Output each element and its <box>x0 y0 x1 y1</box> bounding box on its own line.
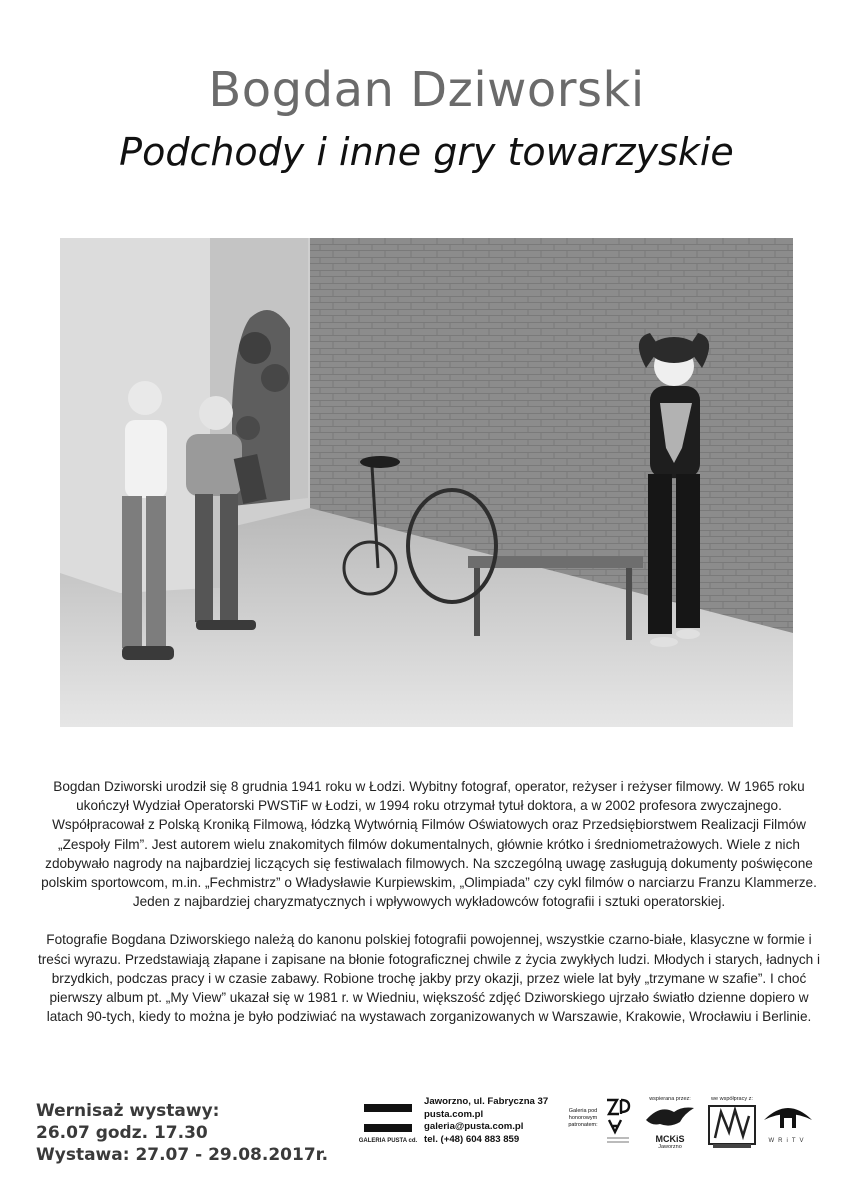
coop-emblem-icon <box>703 1102 761 1150</box>
patronage-label: Galeria pod honorowym patronatem: <box>568 1108 598 1128</box>
writv-label: WRiTV <box>768 1138 808 1144</box>
mckis-bird-icon <box>640 1102 700 1130</box>
support-label: wspierana przez: <box>649 1096 691 1102</box>
biography-paragraph-2: Fotografie Bogdana Dziworskiego należą do kanonu polskiej fotografii powojennej, wszystkie czarno-białe, klasyczne w formie i treści wyrazu. Przedstawiają złapane i zapisane na błonie fotograficznej chwile z życia zwykłych ludzi. Młodych i starych, ładnych i brzydkich, podczas pracy i w czasie zabawy. Robione trochę jakby przy okazji, przez wiele lat były „trzymane w szafie”. I choć pierwszy album pt. „My View” ukazał się w 1981 r. w Wiedniu, większość zdjęć Dziworskiego ujrzało światło dzienne dopiero w latach 90-tych, kiedy to można je było podziwiać na wystawach zorganizowanych w Warszawie, Krakowie, Wrocławiu i Berlinie. <box>38 932 820 1025</box>
exhibition-title: Podchody i inne gry towarzyskie <box>119 130 734 174</box>
mckis-logo <box>640 1096 700 1152</box>
coop-logo <box>703 1096 761 1154</box>
mckis-name: MCKiS <box>655 1134 685 1144</box>
exhibition-photo <box>60 238 793 727</box>
exhibition-dates: Wystawa: 27.07 - 29.08.2017r. <box>36 1145 329 1165</box>
venue-address: Jaworzno, ul. Fabryczna 37 <box>424 1096 549 1107</box>
biography-paragraph-1: Bogdan Dziworski urodził się 8 grudnia 1941 roku w Łodzi. Wybitny fotograf, operator, reżyser i reżyser filmowy. W 1965 roku ukończył Wydział Operatorski PWSTiF w Łodzi, w 1994 roku otrzymał tytuł doktora, a w 2002 profesora zwyczajnego. Współpracował z Polską Kroniką Filmową, łódzką Wytwórnią Filmów Oświatowych oraz Przedsiębiorstwem Realizacji Filmów „Zespoły Film”. Jest autorem wielu znakomitych filmów dokumentalnych, głównie krótko i średniometrażowych. Wiele z nich zdobywało nagrody na najbardziej liczących się festiwalach filmowych. Na szczególną uwagę zasługują dokumenty poświęcone polskim sportowcom, m.in. „Fechmistrz” o Władysławie Kurpiewskim, „Olimpiada” czy cykl filmów o narciarzu Franzu Klammerze. Jeden z najbardziej charyzmatycznych i wpływowych wykładowców fotografii i sztuki operatorskiej. <box>41 779 817 910</box>
zpaf-logo <box>603 1096 633 1148</box>
venue-email[interactable]: galeria@pusta.com.pl <box>424 1121 524 1133</box>
venue-contact <box>424 1096 554 1146</box>
gallery-logo-caption: GALERIA PUSTA cd. <box>358 1138 418 1144</box>
opening-label: Wernisaż wystawy: <box>36 1101 220 1121</box>
venue-website[interactable]: pusta.com.pl <box>424 1108 484 1120</box>
writv-logo <box>762 1100 814 1152</box>
mckis-city: Jaworzno <box>658 1144 682 1150</box>
gallery-logo <box>360 1098 416 1150</box>
opening-datetime: 26.07 godz. 17.30 <box>36 1123 208 1143</box>
biography <box>34 777 824 1045</box>
eye-icon <box>762 1100 814 1136</box>
venue-phone: tel. (+48) 604 883 859 <box>424 1133 520 1145</box>
coop-label: we współpracy z: <box>711 1096 753 1102</box>
artist-name: Bogdan Dziworski <box>208 62 645 118</box>
event-info <box>36 1100 356 1166</box>
